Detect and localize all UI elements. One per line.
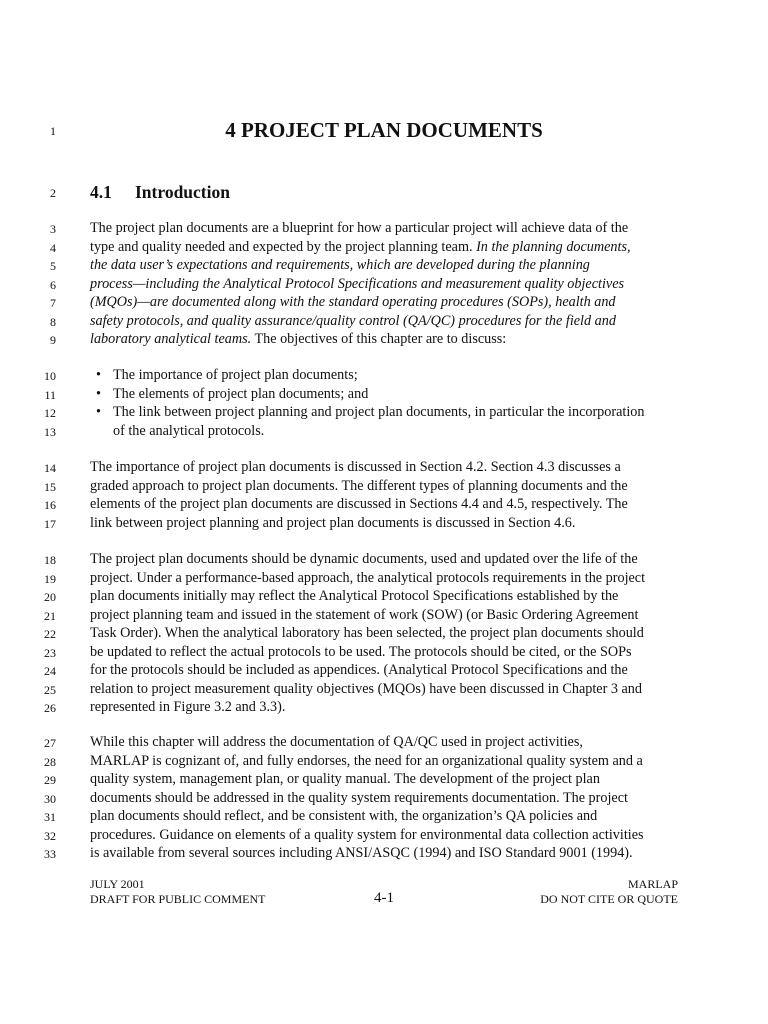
text-line: The project plan documents are a blueprint for how a particular project will achieve data of the (90, 220, 629, 236)
text-line: plan documents initially may reflect the Analytical Protocol Specifications established by the (90, 588, 619, 604)
line-number: 23 (44, 645, 56, 660)
bullet-icon: • (96, 367, 101, 383)
text-line: project planning team and issued in the statement of work (SOW) (or Basic Ordering Agreement (90, 606, 639, 623)
list-item-text: The link between project planning and project plan documents, in particular the incorporation (113, 404, 645, 420)
italic-run: (MQOs)—are documented along with the standard operating procedures (SOPs), health and (90, 294, 616, 310)
text-line: MARLAP is cognizant of, and fully endorses, the need for an organizational quality system and a (90, 752, 643, 769)
chapter-title: 4 PROJECT PLAN DOCUMENTS (225, 118, 543, 142)
text-line: Task Order). When the analytical laboratory has been selected, the project plan documents should (90, 625, 644, 641)
text-line: for the protocols should be included as appendices. (Analytical Protocol Specifications and the (90, 662, 628, 678)
line-number: 17 (44, 516, 56, 531)
intro-paragraph (90, 219, 710, 349)
line-number: 31 (44, 810, 56, 824)
line-number: 25 (44, 682, 56, 697)
italic-run: process—including the Analytical Protocol Specifications and measurement quality objectives (90, 275, 625, 292)
line-number: 32 (44, 828, 56, 843)
line-number: 15 (44, 479, 56, 494)
text-line: link between project planning and project plan documents is discussed in Section 4.6. (90, 514, 576, 531)
footer-org: MARLAP (627, 877, 678, 891)
italic-run: safety protocols, and quality assurance/quality control (QA/QC) procedures for the field and (90, 312, 616, 329)
text-run: type and quality needed and expected by the project planning team. (90, 238, 477, 255)
text-line: be updated to reflect the actual protocols to be used. The protocols should be cited, or the SOPs (90, 643, 632, 660)
line-number: 12 (44, 406, 56, 420)
text-line (90, 238, 710, 257)
line-number: 6 (50, 277, 56, 292)
text-line: elements of the project plan documents are discussed in Sections 4.4 and 4.5, respectively. The (90, 496, 628, 512)
list-item (96, 403, 706, 422)
line-number: 24 (44, 664, 56, 678)
text-line: is available from several sources including ANSI/ASQC (1994) and ISO Standard 9001 (1994). (90, 845, 633, 861)
line-number: 9 (50, 333, 56, 347)
footer-draft-notice: DRAFT FOR PUBLIC COMMENT (90, 892, 266, 906)
text-line: represented in Figure 3.2 and 3.3). (90, 699, 286, 715)
list-item (96, 385, 706, 404)
line-number: 30 (44, 791, 56, 806)
text-line: The project plan documents should be dynamic documents, used and updated over the life of the (90, 551, 638, 567)
bullet-icon: • (96, 404, 101, 420)
list-item (96, 366, 706, 385)
line-number: 28 (44, 754, 56, 769)
italic-run: In the planning documents, (476, 238, 631, 255)
line-number: 1 (50, 124, 56, 138)
text-line (90, 330, 710, 349)
line-number: 19 (44, 571, 56, 586)
text-line: graded approach to project plan documents. The different types of planning documents and the (90, 477, 628, 494)
line-number: 21 (44, 608, 56, 623)
objectives-list (96, 366, 706, 440)
italic-run: laboratory analytical teams. (90, 331, 252, 347)
line-number: 29 (44, 773, 56, 787)
line-number: 33 (44, 847, 56, 861)
footer-quote-notice: DO NOT CITE OR QUOTE (540, 892, 678, 906)
line-number: 5 (50, 259, 56, 273)
text-line: plan documents should reflect, and be consistent with, the organization’s QA policies and (90, 808, 598, 824)
text-line: documents should be addressed in the quality system requirements documentation. The project (90, 789, 628, 806)
line-number: 26 (44, 701, 56, 715)
text-line (90, 275, 710, 294)
line-number: 16 (44, 498, 56, 512)
text-line: procedures. Guidance on elements of a quality system for environmental data collection activities (90, 826, 644, 843)
line-number: 11 (44, 387, 56, 402)
line-number: 4 (50, 240, 56, 255)
list-item-continuation: of the analytical protocols. (113, 422, 265, 439)
line-number: 22 (44, 627, 56, 641)
page-footer (90, 877, 678, 913)
footer-date: JULY 2001 (90, 877, 145, 891)
line-number: 14 (44, 461, 56, 475)
quality-system-paragraph (90, 733, 710, 863)
text-run: The objectives of this chapter are to discuss: (251, 331, 507, 347)
text-line: The importance of project plan documents is discussed in Section 4.2. Section 4.3 discusses a (90, 459, 621, 475)
text-line (90, 293, 710, 312)
line-number: 13 (44, 424, 56, 439)
italic-run: the data user’s expectations and requirements, which are developed during the planning (90, 257, 590, 273)
text-line: relation to project measurement quality objectives (MQOs) have been discussed in Chapter 3 and (90, 680, 642, 697)
text-line (90, 312, 710, 331)
line-number: 10 (44, 369, 56, 383)
line-number: 3 (50, 222, 56, 236)
line-number: 18 (44, 553, 56, 567)
line-number: 7 (50, 296, 56, 310)
text-line: quality system, management plan, or quality manual. The development of the project plan (90, 771, 600, 787)
section-overview-paragraph (90, 458, 710, 532)
dynamic-documents-paragraph (90, 550, 710, 717)
text-line: While this chapter will address the documentation of QA/QC used in project activities, (90, 734, 583, 750)
line-number: 8 (50, 314, 56, 329)
list-item-text: The importance of project plan documents; (113, 367, 358, 383)
section-title: Introduction (135, 182, 230, 202)
page-number: 4-1 (374, 890, 394, 906)
section-heading (90, 181, 230, 203)
line-number: 2 (50, 186, 56, 200)
line-number: 27 (44, 736, 56, 750)
text-line: project. Under a performance-based approach, the analytical protocols requirements in the project (90, 569, 646, 586)
footer-right (540, 877, 678, 907)
line-number: 20 (44, 590, 56, 604)
text-line (90, 256, 710, 275)
section-number: 4.1 (90, 182, 112, 202)
list-item-text: The elements of project plan documents; and (113, 385, 369, 402)
bullet-icon: • (96, 385, 101, 402)
